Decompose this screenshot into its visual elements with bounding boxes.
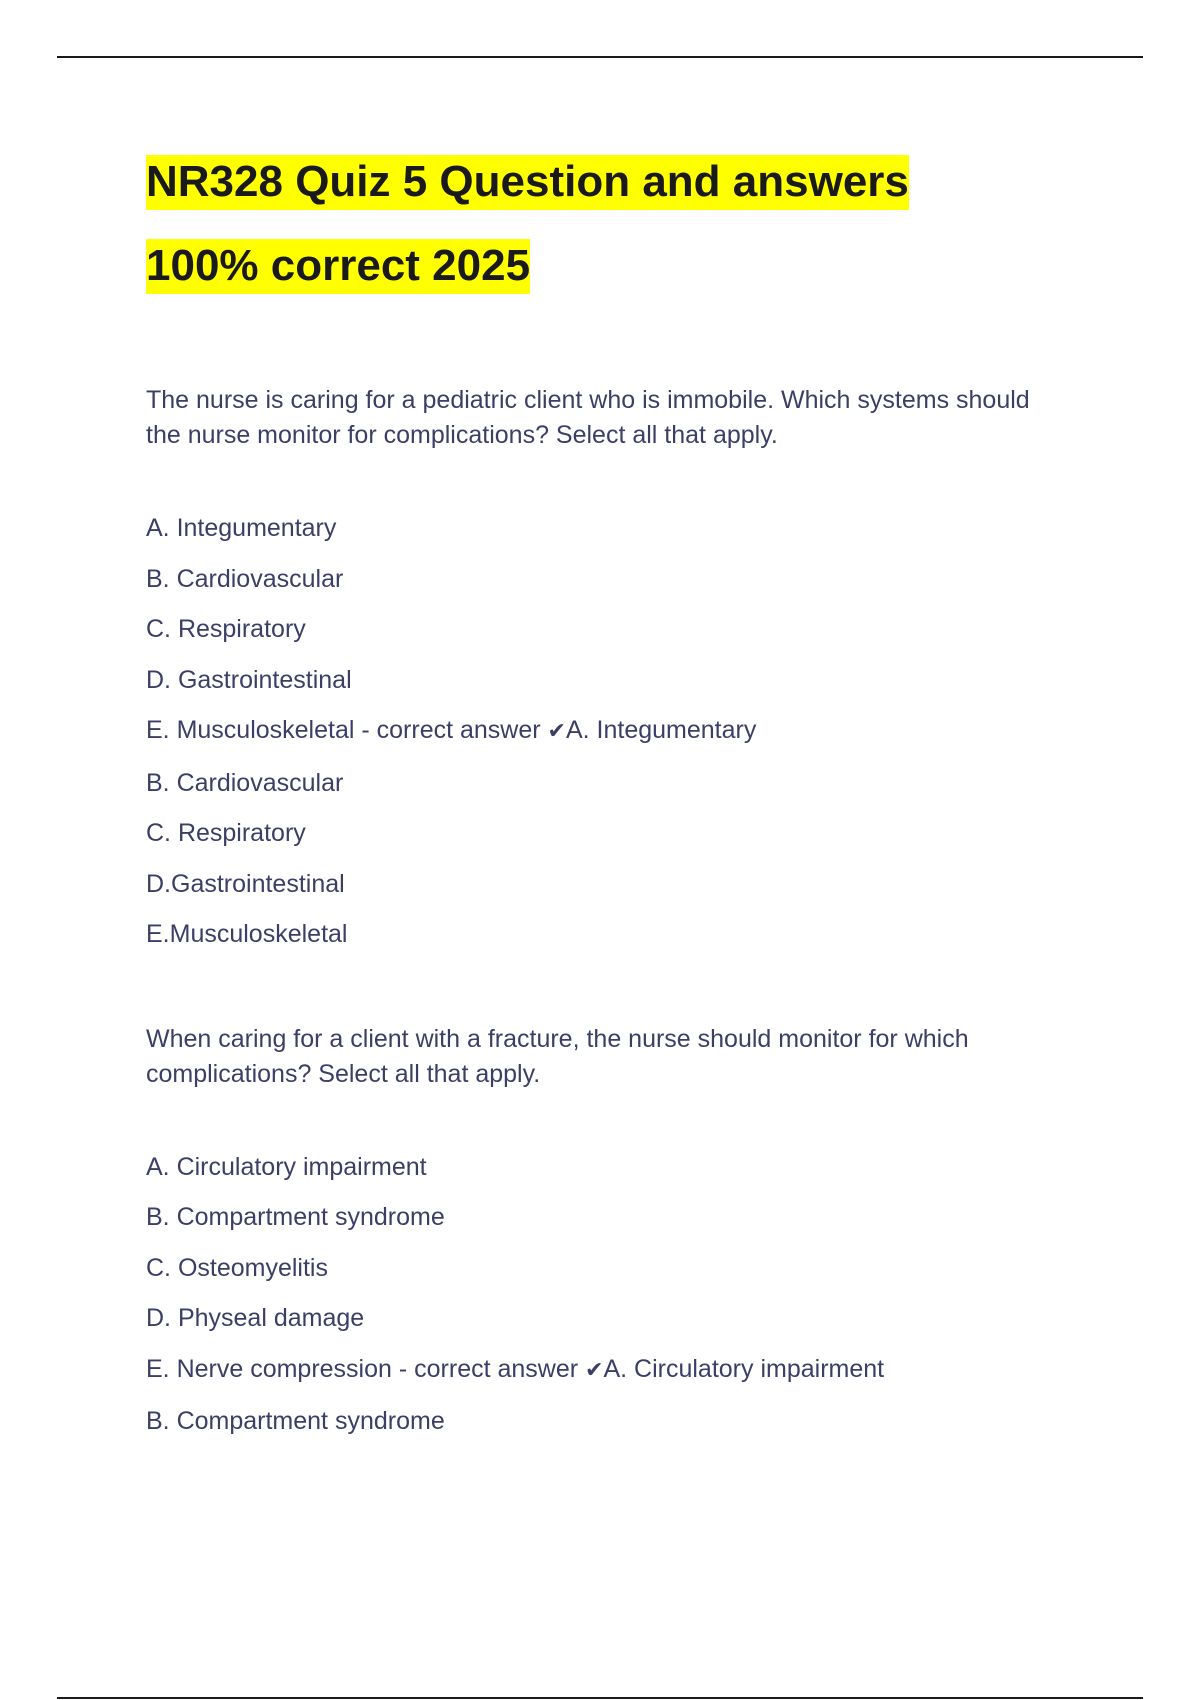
question-1-answer-b: B. Cardiovascular: [146, 768, 344, 797]
question-2-answer-line: [146, 1344, 1066, 1397]
question-2-option-b: B. Compartment syndrome: [146, 1203, 445, 1231]
question-2-option-a: A. Circulatory impairment: [146, 1152, 427, 1181]
document-title: [146, 140, 1066, 308]
question-1-answer-prefix: E. Musculoskeletal - correct answer: [146, 716, 548, 744]
question-1-answer-e: E.Musculoskeletal: [146, 920, 348, 948]
document-body: [146, 140, 1066, 1447]
question-1-option-b: B. Cardiovascular: [146, 564, 344, 593]
question-1-option-d: D. Gastrointestinal: [146, 665, 352, 694]
question-2-option-c: C. Osteomyelitis: [146, 1253, 328, 1282]
question-1-answer-d: D.Gastrointestinal: [146, 869, 345, 898]
checkmark-icon: ✔: [547, 719, 566, 744]
title-line-2: 100% correct 2025: [146, 239, 530, 294]
question-1-option-c: C. Respiratory: [146, 615, 306, 643]
question-1-answer-c: C. Respiratory: [146, 819, 306, 847]
question-1-options: [146, 503, 1066, 960]
question-1-option-a: A. Integumentary: [146, 514, 337, 542]
bottom-rule: [57, 1697, 1143, 1699]
title-line-1: NR328 Quiz 5 Question and answers: [146, 155, 909, 210]
question-2-answer-prefix: E. Nerve compression - correct answer: [146, 1354, 586, 1383]
question-2-prompt: When caring for a client with a fracture, the nurse should monitor for which complications? Select all that apply.: [146, 1024, 969, 1088]
question-2-option-d: D. Physeal damage: [146, 1304, 365, 1332]
question-1-answer-first: A. Integumentary: [565, 716, 757, 744]
top-rule: [57, 56, 1143, 58]
question-2-answer-b: B. Compartment syndrome: [146, 1407, 445, 1435]
question-1-prompt: The nurse is caring for a pediatric client who is immobile. Which systems should the nurse monitor for complications? Select all that apply.: [146, 386, 1030, 449]
checkmark-icon: ✔: [585, 1357, 604, 1383]
question-1-answer-line: [146, 705, 1066, 758]
question-2-options: [146, 1142, 1066, 1447]
question-2-answer-first: A. Circulatory impairment: [603, 1354, 885, 1383]
